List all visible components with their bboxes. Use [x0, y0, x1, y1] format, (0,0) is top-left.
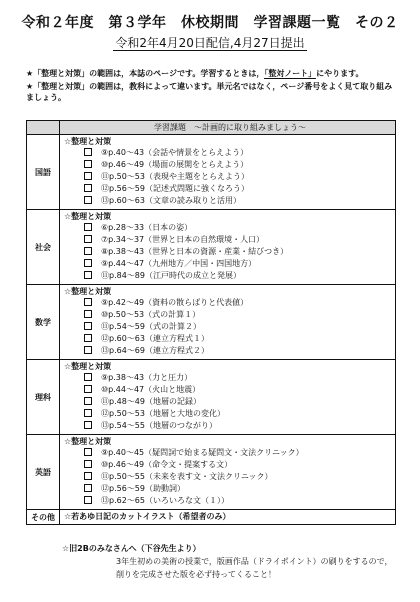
subject-name: 英語 [27, 435, 60, 510]
task-item [64, 321, 391, 333]
task-item [64, 396, 391, 408]
checkbox[interactable] [84, 484, 92, 492]
task-text: ⑨p.40～45（疑問詞で始まる疑問文・文法クリニック） [101, 448, 304, 457]
checkbox[interactable] [84, 223, 92, 231]
note-1 [26, 68, 398, 79]
checkbox[interactable] [84, 259, 92, 267]
note-2: ★「整理と対策」の範囲は，教科によって違います。単元名ではなく，ページ番号をよく見て取り組みましょう。 [26, 82, 393, 102]
header-corner [27, 121, 60, 135]
task-item [64, 495, 391, 507]
checkbox[interactable] [84, 373, 92, 381]
task-item [64, 183, 391, 195]
task-item [64, 408, 391, 420]
footer-line-2: 削りを完成させた版を必ず持ってくること！ [116, 570, 276, 579]
checkbox[interactable] [84, 496, 92, 504]
task-item [64, 234, 391, 246]
checkbox[interactable] [84, 298, 92, 306]
footer-heading: ☆旧2Bのみなさんへ（下谷先生より） [62, 544, 201, 553]
subject-content [60, 135, 396, 210]
section-label: ☆整理と対策 [64, 362, 112, 371]
checkbox[interactable] [84, 160, 92, 168]
subject-row [27, 285, 396, 360]
task-item [64, 420, 391, 432]
task-text: ⑨p.42～49（資料の散らばりと代表値） [101, 298, 249, 307]
checkbox[interactable] [84, 148, 92, 156]
task-text: ⑪p.84～89（江戸時代の成立と発展） [101, 271, 241, 280]
subject-rows [27, 135, 396, 510]
task-text: ⑪p.48～49（地層の記録） [101, 397, 201, 406]
subject-content [60, 360, 396, 435]
checkbox[interactable] [84, 346, 92, 354]
task-item [64, 372, 391, 384]
task-text: ⑩p.46～49（場面の展開をとらえよう） [101, 160, 249, 169]
task-text: ⑬p.60～63（文章の読み取りと活用） [101, 196, 241, 205]
task-text: ⑬p.64～69（連立方程式２） [101, 346, 209, 355]
subject-name: 理科 [27, 360, 60, 435]
task-text: ⑨p.40～43（会話や情景をとらえよう） [101, 148, 249, 157]
assignment-table [26, 120, 396, 525]
task-item [64, 459, 391, 471]
checkbox[interactable] [84, 271, 92, 279]
note-1-pre: ★「整理と対策」の範囲は，本誌のページです。学習するときは， [26, 69, 265, 78]
task-text: ⑪p.50～53（表現や主題をとらえよう） [101, 172, 249, 181]
task-item [64, 195, 391, 207]
checkbox[interactable] [84, 310, 92, 318]
checkbox[interactable] [84, 409, 92, 417]
task-text: ⑪p.50～55（未来を表す文・文法クリニック） [101, 472, 273, 481]
checkbox[interactable] [84, 421, 92, 429]
task-item [64, 246, 391, 258]
subject-row [27, 435, 396, 510]
checkbox[interactable] [84, 460, 92, 468]
other-content [60, 510, 396, 525]
task-item [64, 270, 391, 282]
task-item [64, 447, 391, 459]
checkbox[interactable] [84, 172, 92, 180]
section-label: ☆整理と対策 [64, 137, 112, 146]
subject-content [60, 435, 396, 510]
task-text: ⑩p.44～47（火山と地震） [101, 385, 201, 394]
note-1-highlight: 「整対ノート」 [264, 69, 317, 78]
subject-name: 社会 [27, 210, 60, 285]
task-text: ⑫p.50～53（地層と大地の変化） [101, 409, 225, 418]
task-text: ⑬p.62～65（いろいろな文（１）） [101, 496, 229, 505]
task-text: ⑪p.54～59（式の計算２） [101, 322, 201, 331]
checkbox[interactable] [84, 322, 92, 330]
section-label: ☆整理と対策 [64, 437, 112, 446]
task-item [64, 345, 391, 357]
subject-row [27, 210, 396, 285]
checkbox[interactable] [84, 235, 92, 243]
task-text: ⑥p.28～33（日本の姿） [101, 223, 193, 232]
task-text: ⑫p.56～59（記述式問題に強くなろう） [101, 184, 249, 193]
subject-content [60, 210, 396, 285]
page-subtitle [0, 34, 420, 51]
footer-line-1: 3年生初めの美術の授業で，版画作品（ドライポイント）の刷りをするので， [116, 557, 393, 566]
distribution-dates: 令和2年4月20日配信,4月27日提出 [115, 36, 305, 50]
table-header: 学習課題 ～計画的に取り組みましょう～ [60, 121, 396, 135]
task-item [64, 333, 391, 345]
task-item [64, 171, 391, 183]
task-item [64, 309, 391, 321]
task-text: ⑬p.54～55（地層のつながり） [101, 421, 217, 430]
checkbox[interactable] [84, 385, 92, 393]
checkbox[interactable] [84, 184, 92, 192]
task-text: ⑧p.38～43（世界と日本の資源・産業・結びつき） [101, 247, 289, 256]
section-label: ☆整理と対策 [64, 212, 112, 221]
task-text: ⑨p.44～47（九州地方／中国・四国地方） [101, 259, 257, 268]
subject-row [27, 360, 396, 435]
checkbox[interactable] [84, 448, 92, 456]
subject-name-other: その他 [27, 510, 60, 525]
checkbox[interactable] [84, 196, 92, 204]
task-item [64, 384, 391, 396]
section-label: ☆整理と対策 [64, 287, 112, 296]
page-title: 令和２年度 第３学年 休校期間 学習課題一覧 その２ [21, 15, 399, 31]
table-header-row [27, 121, 396, 135]
checkbox[interactable] [84, 472, 92, 480]
task-item [64, 483, 391, 495]
task-item [64, 222, 391, 234]
subject-name: 国語 [27, 135, 60, 210]
task-item [64, 297, 391, 309]
task-text: ⑦p.34～37（世界と日本の自然環境・人口） [101, 235, 265, 244]
subject-content [60, 285, 396, 360]
task-text: ⑩p.46～49（命令文・提案する文） [101, 460, 233, 469]
task-text: ⑫p.56～59（助動詞） [101, 484, 185, 493]
task-item [64, 159, 391, 171]
task-text: ⑨p.38～43（力と圧力） [101, 373, 193, 382]
task-item [64, 147, 391, 159]
checkbox[interactable] [84, 247, 92, 255]
other-text: ☆若あゆ日記のカットイラスト（希望者のみ） [64, 512, 231, 521]
task-text: ⑩p.50～53（式の計算１） [101, 310, 201, 319]
task-text: ⑫p.60～63（連立方程式１） [101, 334, 209, 343]
notes [26, 68, 398, 105]
task-item [64, 471, 391, 483]
subject-name: 数学 [27, 285, 60, 360]
other-row [27, 510, 396, 525]
task-item [64, 258, 391, 270]
subject-row [27, 135, 396, 210]
note-1-post: にやります。 [316, 69, 364, 78]
checkbox[interactable] [84, 397, 92, 405]
checkbox[interactable] [84, 334, 92, 342]
